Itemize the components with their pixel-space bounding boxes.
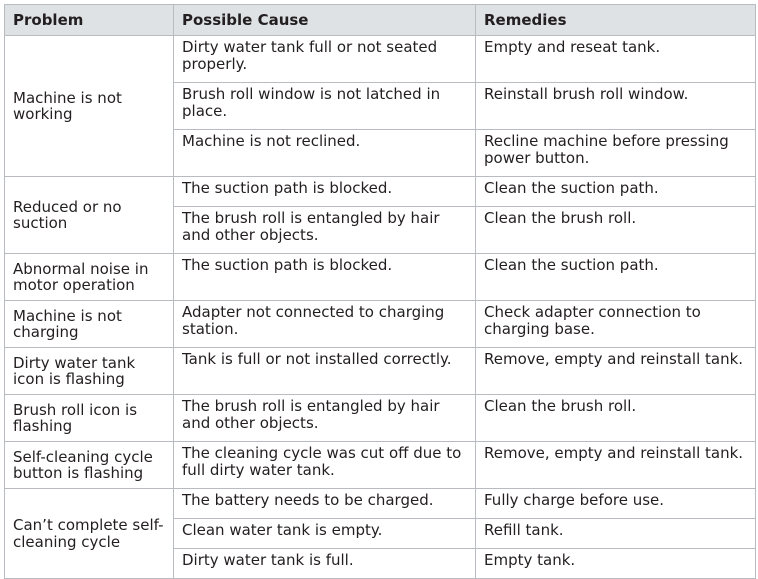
- table-row: [5, 254, 756, 301]
- cause-cell: Dirty water tank full or not seated properly.: [174, 36, 476, 83]
- remedy-cell: Remove, empty and reinstall tank.: [476, 442, 756, 489]
- remedy-cell: Empty and reseat tank.: [476, 36, 756, 83]
- cause-cell: Clean water tank is empty.: [174, 519, 476, 549]
- header-remedies: Remedies: [476, 5, 756, 36]
- header-problem: Problem: [5, 5, 174, 36]
- cause-cell: The cleaning cycle was cut off due to full dirty water tank.: [174, 442, 476, 489]
- remedy-cell: Recline machine before pressing power button.: [476, 130, 756, 177]
- problem-cell: Reduced or no suction: [5, 177, 174, 254]
- problem-cell: Machine is not working: [5, 36, 174, 177]
- table-header: [5, 5, 756, 36]
- table-row: [5, 301, 756, 348]
- problem-cell: Abnormal noise in motor operation: [5, 254, 174, 301]
- table-row: [5, 36, 756, 83]
- problem-cell: Dirty water tank icon is flashing: [5, 348, 174, 395]
- problem-cell: Self-cleaning cycle button is flashing: [5, 442, 174, 489]
- problem-cell: Brush roll icon is flashing: [5, 395, 174, 442]
- header-row: [5, 5, 756, 36]
- table-row: [5, 395, 756, 442]
- remedy-cell: Clean the brush roll.: [476, 395, 756, 442]
- cause-cell: The battery needs to be charged.: [174, 489, 476, 519]
- cause-cell: The brush roll is entangled by hair and other objects.: [174, 395, 476, 442]
- header-possible-cause: Possible Cause: [174, 5, 476, 36]
- cause-cell: Tank is full or not installed correctly.: [174, 348, 476, 395]
- table-row: [5, 489, 756, 519]
- table-row: [5, 442, 756, 489]
- cause-cell: The brush roll is entangled by hair and other objects.: [174, 207, 476, 254]
- troubleshooting-table: [4, 4, 756, 579]
- remedy-cell: Remove, empty and reinstall tank.: [476, 348, 756, 395]
- cause-cell: Machine is not reclined.: [174, 130, 476, 177]
- cause-cell: The suction path is blocked.: [174, 254, 476, 301]
- remedy-cell: Check adapter connection to charging base.: [476, 301, 756, 348]
- cause-cell: The suction path is blocked.: [174, 177, 476, 207]
- remedy-cell: Refill tank.: [476, 519, 756, 549]
- table-row: [5, 177, 756, 207]
- remedy-cell: Clean the brush roll.: [476, 207, 756, 254]
- problem-cell: Machine is not charging: [5, 301, 174, 348]
- cause-cell: Adapter not connected to charging station.: [174, 301, 476, 348]
- remedy-cell: Clean the suction path.: [476, 177, 756, 207]
- cause-cell: Dirty water tank is full.: [174, 549, 476, 579]
- table-body: [5, 36, 756, 579]
- table-row: [5, 348, 756, 395]
- problem-cell: Can’t complete self-cleaning cycle: [5, 489, 174, 579]
- cause-cell: Brush roll window is not latched in place.: [174, 83, 476, 130]
- remedy-cell: Clean the suction path.: [476, 254, 756, 301]
- remedy-cell: Reinstall brush roll window.: [476, 83, 756, 130]
- remedy-cell: Empty tank.: [476, 549, 756, 579]
- remedy-cell: Fully charge before use.: [476, 489, 756, 519]
